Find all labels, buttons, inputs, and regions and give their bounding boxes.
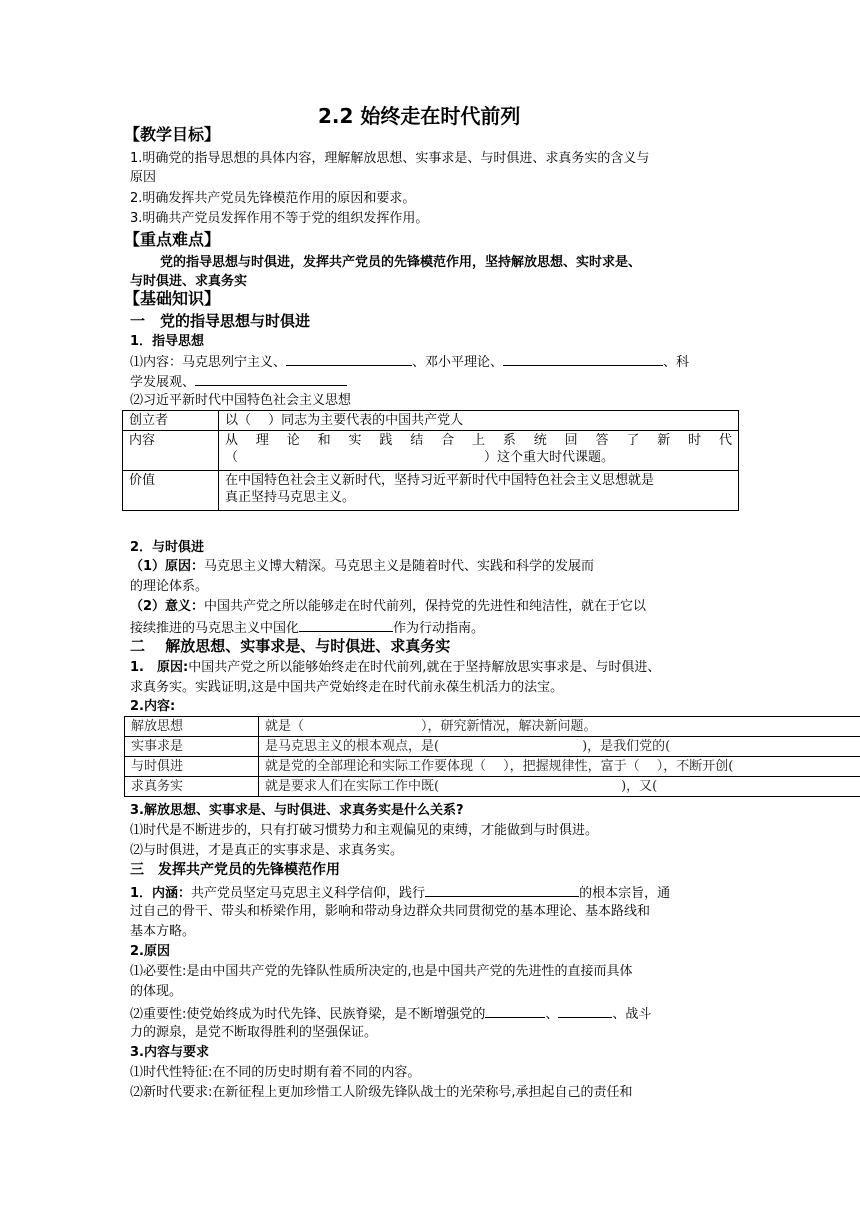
importance-line-2: 力的源泉，是党不断取得胜利的坚强保证。 <box>130 1025 378 1040</box>
table-cell-value: 是马克思主义的根本观点，是( )，是我们党的( <box>259 737 860 757</box>
part3-heading: 三 发挥共产党员的先锋模范作用 <box>130 862 340 878</box>
key-text-line-1: 党的指导思想与时俱进，发挥共产党员的先锋模范作用，坚持解放思想、实时求是、 <box>160 255 642 270</box>
importance-line-1: ⑵重要性:使党始终成为时代先锋、民族脊梁，是不断增强党的 、 、战斗 <box>130 1004 651 1023</box>
table-cell-label: 实事求是 <box>125 737 259 757</box>
relation-answer-2: ⑵与时俱进，才是真正的实事求是、求真务实。 <box>130 843 404 858</box>
relation-question: 3.解放思想、实事求是、与时俱进、求真务实是什么关系? <box>130 803 464 818</box>
goal-item-2: 2.明确发挥共产党员先锋模范作用的原因和要求。 <box>130 191 416 206</box>
meaning-line-1: （2）意义：中国共产党之所以能够走在时代前列，保持党的先进性和纯洁性，就在于它以 <box>130 599 647 614</box>
part2-reason-line-2: 求真务实。实践证明,这是中国共产党始终走在时代前永葆生机活力的法宝。 <box>130 680 564 695</box>
table-row <box>123 471 739 511</box>
reason-line-1: （1）原因：马克思主义博大精深。马克思主义是随着时代、实践和科学的发展而 <box>130 559 595 574</box>
guiding-content-line-1: ⑴内容：马克思列宁主义、 、邓小平理论、 、科 <box>130 352 689 371</box>
blank-4 <box>299 618 393 632</box>
table-cell-value: 以（ ）同志为主要代表的中国共产党人 <box>219 411 739 431</box>
xi-thought-table <box>122 410 739 511</box>
guiding-content-line-2: 学发展观、 <box>130 372 347 391</box>
table-cell-value: 就是党的全部理论和实际工作要体现（ ），把握规律性，富于（ ），不断开创( <box>259 757 860 777</box>
blank-2 <box>503 352 663 366</box>
blank-3 <box>195 372 347 386</box>
page-title: 2.2 始终走在时代前列 <box>318 104 521 128</box>
part2-content-label: 2.内容: <box>130 699 176 714</box>
part2-heading: 二 解放思想、实事求是、与时俱进、求真务实 <box>130 637 451 655</box>
part2-reason-line-1: 1. 原因:中国共产党之所以能够始终走在时代前列,就在于坚持解放思实事求是、与时俱进、 <box>130 660 661 675</box>
part3-reason-heading: 2.原因 <box>130 944 170 959</box>
goal-item-3: 3.明确共产党员发挥作用不等于党的组织发挥作用。 <box>130 211 429 226</box>
table-row <box>125 717 860 737</box>
part1-sub1: 1．指导思想 <box>130 334 205 349</box>
connotation-line-1: 1．内涵：共产党员坚定马克思主义科学信仰，践行 的根本宗旨，通 <box>130 883 670 902</box>
table-cell-value: 在中国特色社会主义新时代，坚持习近平新时代中国特色社会主义思想就是 真正坚持马克思主义。 <box>219 471 739 511</box>
part1-sub2: 2．与时俱进 <box>130 540 205 555</box>
requirement-2: ⑵新时代要求:在新征程上更加珍惜工人阶级先锋队战士的光荣称号,承担起自己的责任和 <box>130 1085 633 1100</box>
key-heading: 【重点难点】 <box>124 230 221 249</box>
table-row <box>123 431 739 471</box>
table-cell-value: 就是要求人们在实际工作中既( )，又( <box>259 777 860 797</box>
relation-answer-1: ⑴时代是不断进步的，只有打破习惯势力和主观偏见的束缚，才能做到与时俱进。 <box>130 823 599 838</box>
table-cell-label: 内容 <box>123 431 219 471</box>
basic-heading: 【基础知识】 <box>124 289 221 308</box>
xi-thought-label: ⑵习近平新时代中国特色社会主义思想 <box>130 393 352 408</box>
reason-line-2: 的理论体系。 <box>130 579 209 594</box>
requirement-1: ⑴时代性特征:在不同的历史时期有着不同的内容。 <box>130 1065 421 1080</box>
table-row <box>123 411 739 431</box>
connotation-line-2: 过自己的骨干、带头和桥梁作用，影响和带动身边群众共同贯彻党的基本理论、基本路线和 <box>130 904 651 919</box>
requirements-heading: 3.内容与要求 <box>130 1045 209 1060</box>
part1-heading: 一 党的指导思想与时俱进 <box>130 312 311 330</box>
table-cell-label: 求真务实 <box>125 777 259 797</box>
blank-5 <box>425 883 579 897</box>
blank-7 <box>558 1004 612 1018</box>
blank-1 <box>286 352 412 366</box>
table-cell-label: 解放思想 <box>125 717 259 737</box>
table-cell-value: 就是（ ），研究新情况，解决新问题。 <box>259 717 860 737</box>
connotation-line-3: 基本方略。 <box>130 924 196 939</box>
table-cell-label: 创立者 <box>123 411 219 431</box>
blank-6 <box>485 1004 545 1018</box>
meaning-line-2: 接续推进的马克思主义中国化 作为行动指南。 <box>130 618 484 637</box>
principles-table <box>124 716 860 797</box>
key-text-line-2: 与时俱进、求真务实 <box>130 274 248 289</box>
goals-heading: 【教学目标】 <box>124 125 221 144</box>
table-row <box>125 757 860 777</box>
table-cell-label: 与时俱进 <box>125 757 259 777</box>
table-cell-label: 价值 <box>123 471 219 511</box>
necessity-line-2: 的体现。 <box>130 984 183 999</box>
goal-item-1-cont: 原因 <box>130 170 157 185</box>
table-row <box>125 737 860 757</box>
goal-item-1: 1.明确党的指导思想的具体内容，理解解放思想、实事求是、与时俱进、求真务实的含义与 <box>130 151 650 166</box>
table-cell-value: 从理论和实践结合上系统回答了新时代 （ ）这个重大时代课题。 <box>219 431 739 471</box>
table-row <box>125 777 860 797</box>
necessity-line-1: ⑴必要性:是由中国共产党的先锋队性质所决定的,也是中国共产党的先进性的直接而具体 <box>130 964 633 979</box>
